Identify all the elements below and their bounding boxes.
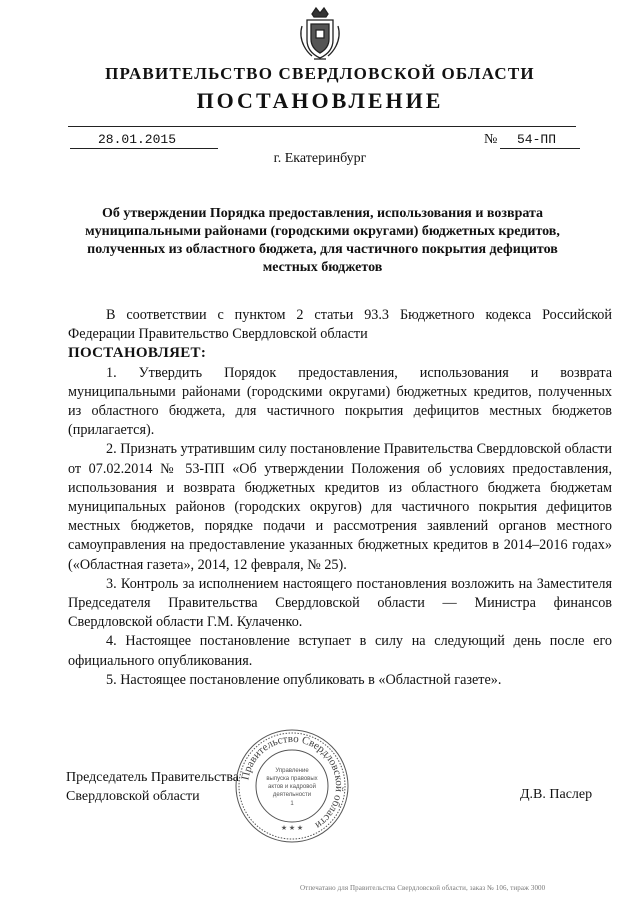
number-underline (500, 148, 580, 149)
document-body (68, 306, 612, 690)
document-type-title: ПОСТАНОВЛЕНИЕ (196, 88, 444, 113)
signatory-title-line: Свердловской области (66, 789, 200, 804)
item-paragraph: 5. Настоящее постановление опубликовать в «Областной газете». (106, 671, 502, 688)
intro-paragraph: В соответствии с пунктом 2 статьи 93.3 Бюджетного кодекса Российской Федерации Правительство Свердловской области (68, 307, 612, 343)
item-paragraph: 2. Признать утратившим силу постановление Правительства Свердловской области от 07.02.2014 № 53-ПП «Об утверждении Положения об условиях предоставления, использования и возврата бюджетных кредитов из областного бюджета бюджетам муниципальных районов (городских округов) для частичного покрытия дефицитов местных бюджетов, порядке подачи и рассмотрения заявлений органов местного самоуправления на предоставление указанных бюджетных кредитов в 2014–2016 годах» («Областная газета», 2014, 12 февраля, № 25). (68, 441, 612, 573)
official-seal (232, 726, 352, 846)
government-name: ПРАВИТЕЛЬСТВО СВЕРДЛОВСКОЙ ОБЛАСТИ (105, 64, 535, 83)
seal-center-number: 1 (290, 801, 294, 807)
seal-stars: ★ ★ ★ (280, 824, 304, 832)
document-number: 54-ПП (517, 132, 557, 147)
seal-ring-text: Правительство Свердловской области (239, 732, 346, 832)
coat-of-arms-icon (298, 6, 342, 62)
document-subject: Об утверждении Порядка предоставления, использования и возврата муниципальными районами (городскими округами) бюджетных кредитов, полученных из областного бюджета, для частичного покрытия дефицитов местных бюджетов (85, 206, 560, 275)
item-paragraph: 1. Утвердить Порядок предоставления, использования и возврата муниципальными районами (городскими округами) бюджетных кредитов, полученных из областного бюджета, для частичного покрытия дефицитов местных бюджетов (прилагается). (68, 364, 612, 439)
seal-center-text: выпуска правовых (266, 776, 318, 782)
signatory-name: Д.В. Паслер (520, 787, 593, 802)
seal-center-text: деятельности (272, 792, 312, 798)
signatory-title-line: Председатель Правительства (66, 770, 239, 785)
signatory-title (66, 768, 239, 806)
item-paragraph: 3. Контроль за исполнением настоящего постановления возложить на Заместителя Председателя Правительства Свердловской области — Министра финансов Свердловской области Г.М. Кулаченко. (68, 575, 612, 631)
seal-center-text: актов и кадровой (268, 784, 316, 790)
date-underline (70, 148, 218, 149)
document-date: 28.01.2015 (98, 132, 177, 147)
print-footer: Отпечатано для Правительства Свердловской области, заказ № 106, тираж 3000 (300, 884, 546, 892)
number-sign: № (484, 132, 498, 147)
item-paragraph: 4. Настоящее постановление вступает в силу на следующий день после его официального опубликования. (68, 633, 612, 669)
header-divider (68, 126, 576, 127)
resolve-heading: ПОСТАНОВЛЯЕТ: (68, 345, 207, 362)
city: г. Екатеринбург (273, 151, 367, 166)
seal-center-text: Управление (275, 768, 309, 774)
